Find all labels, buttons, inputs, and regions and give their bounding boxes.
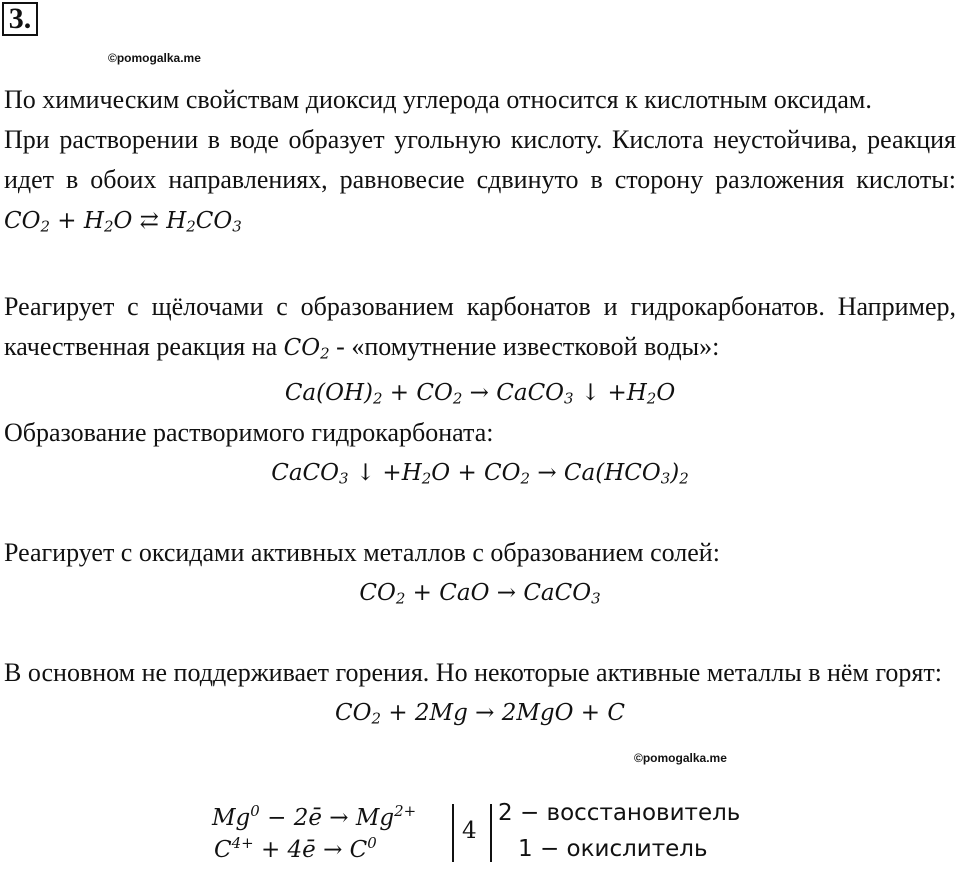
oxidizer-label: 1 − окислитель — [518, 836, 708, 862]
spacer — [4, 247, 956, 287]
paragraph-alkali — [4, 287, 956, 374]
balance-divider-right — [490, 804, 492, 862]
spacer — [4, 493, 956, 533]
watermark-top: ©pomogalka.me — [108, 51, 201, 65]
paragraph-alkali-text-a: Реагирует с щёлочами с образованием карбонатов и гидрокарбонатов. Например, качественная реакция на — [4, 291, 956, 361]
balance-divider-left — [452, 804, 454, 862]
formula-co2-inline: $CO_2$ — [283, 334, 330, 363]
equation-magnesium: $CO_2 + 2Mg \to 2MgO + C$ — [335, 700, 625, 729]
equation-calcium-oxide: $CO_2$ + CaO → CaCO$_3$ — [359, 580, 601, 609]
paragraph-alkali-text-b: - «помутнение известковой воды»: — [329, 331, 720, 361]
equation-lime-water: $Ca(OH)_2 + CO_2$ → CaCO$_3$ ↓ $+H_2O$ — [284, 380, 676, 409]
equation-bicarbonate: CaCO$_3$ ↓ $+H_2O + CO_2 \to Ca(HCO_3)_2$ — [271, 460, 689, 489]
electronic-balance — [212, 800, 772, 866]
solution-text — [4, 80, 956, 733]
watermark-bottom: ©pomogalka.me — [634, 751, 727, 765]
paragraph-bicarbonate: Образование растворимого гидрокарбоната: — [4, 418, 494, 448]
paragraph-carbonic-acid-text: При растворении в воде образует угольную кислоту. Кислота неустойчива, реакция идет в обоих направлениях, равновесие сдвинуто в сторону разложения кислоты: — [4, 125, 956, 194]
paragraph-carbonic-acid — [4, 120, 956, 247]
paragraph-acidic-oxide: По химическим свойствам диоксид углерода относится к кислотным оксидам. — [4, 85, 872, 114]
paragraph-combustion: В основном не поддерживает горения. Но некоторые активные металлы в нём горят: — [4, 658, 942, 688]
half-reaction-magnesium: $Mg^0$ − 2ē → $Mg^{2+}$ — [212, 802, 417, 831]
spacer — [4, 613, 956, 653]
reducer-label: 2 − восстановитель — [498, 800, 741, 826]
half-reaction-carbon: $C^{4+}$ + 4ē → $C^0$ — [214, 834, 377, 863]
task-number: 3. — [2, 2, 38, 36]
balance-lcm: 4 — [462, 818, 477, 844]
equation-carbonic-acid: $CO_2 + H_2O$ ⇄ $H_2CO_3$ — [4, 208, 242, 236]
paragraph-metal-oxides: Реагирует с оксидами активных металлов с образованием солей: — [4, 538, 720, 568]
